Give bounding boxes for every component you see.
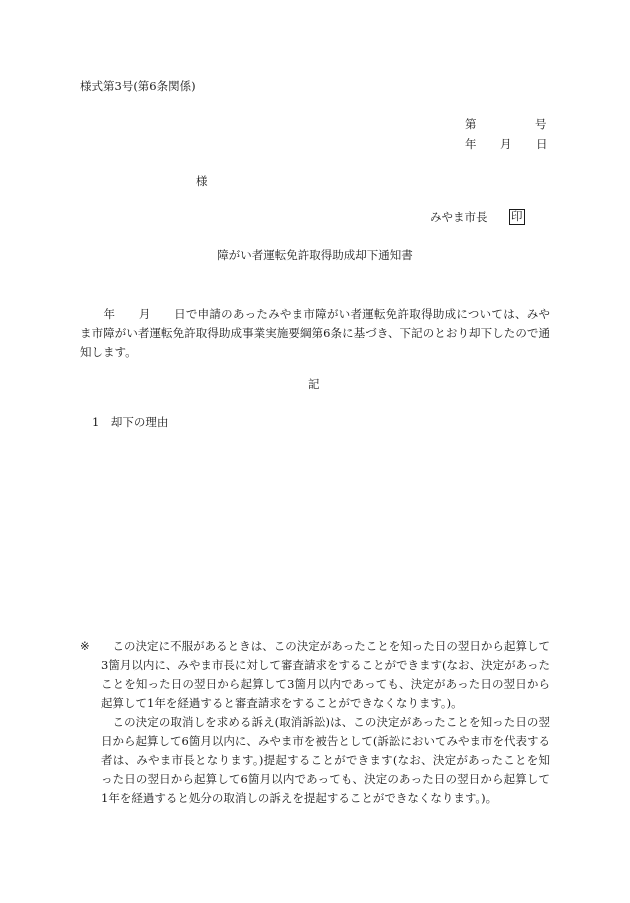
- note-paragraph-lawsuit: この決定の取消しを求める訴え(取消訴訟)は、この決定があったことを知った日の翌日から起算して6箇月以内に、みやま市を被告として(訴訟においてみやま市を代表する者は、みやま市長となります。)提起することができます(なお、決定があったことを知った日の翌日から起算して6箇月以内であっても、決定のあった日の翌日から起算して1年を経過すると処分の取消しの訴えを提起することができなくなります。)。: [101, 715, 550, 805]
- seal-mark: 印: [511, 209, 523, 223]
- rejection-reason-label: 1 却下の理由: [92, 415, 169, 429]
- date-day-label: 日: [536, 137, 548, 151]
- date-year-label: 年: [465, 137, 477, 151]
- document-number-suffix: 号: [535, 117, 547, 131]
- note-mark: ※: [80, 639, 90, 653]
- note-paragraph-review: この決定に不服があるときは、この決定があったことを知った日の翌日から起算して3箇月以内に、みやま市長に対して審査請求をすることができます(なお、決定があったことを知った日の翌日から起算して3箇月以内であっても、決定があった日の翌日から起算して1年を経過すると審査請求をすることができなくなります。)。: [101, 639, 550, 710]
- addressee-honorific: 様: [196, 174, 208, 188]
- sender-name: みやま市長: [430, 210, 488, 224]
- record-heading: 記: [308, 377, 320, 391]
- date-month-label: 月: [500, 137, 512, 151]
- appeal-notice: [80, 637, 550, 808]
- note-body: [101, 637, 550, 808]
- document-number-label: 第: [465, 117, 477, 131]
- notice-body: 年 月 日で申請のあったみやま市障がい者運転免許取得助成については、みやま市障がい者運転免許取得助成事業実施要綱第6条に基づき、下記のとおり却下したので通知します。: [80, 307, 550, 359]
- form-number: 様式第3号(第6条関係): [80, 79, 196, 93]
- document-title: 障がい者運転免許取得助成却下通知書: [217, 248, 413, 262]
